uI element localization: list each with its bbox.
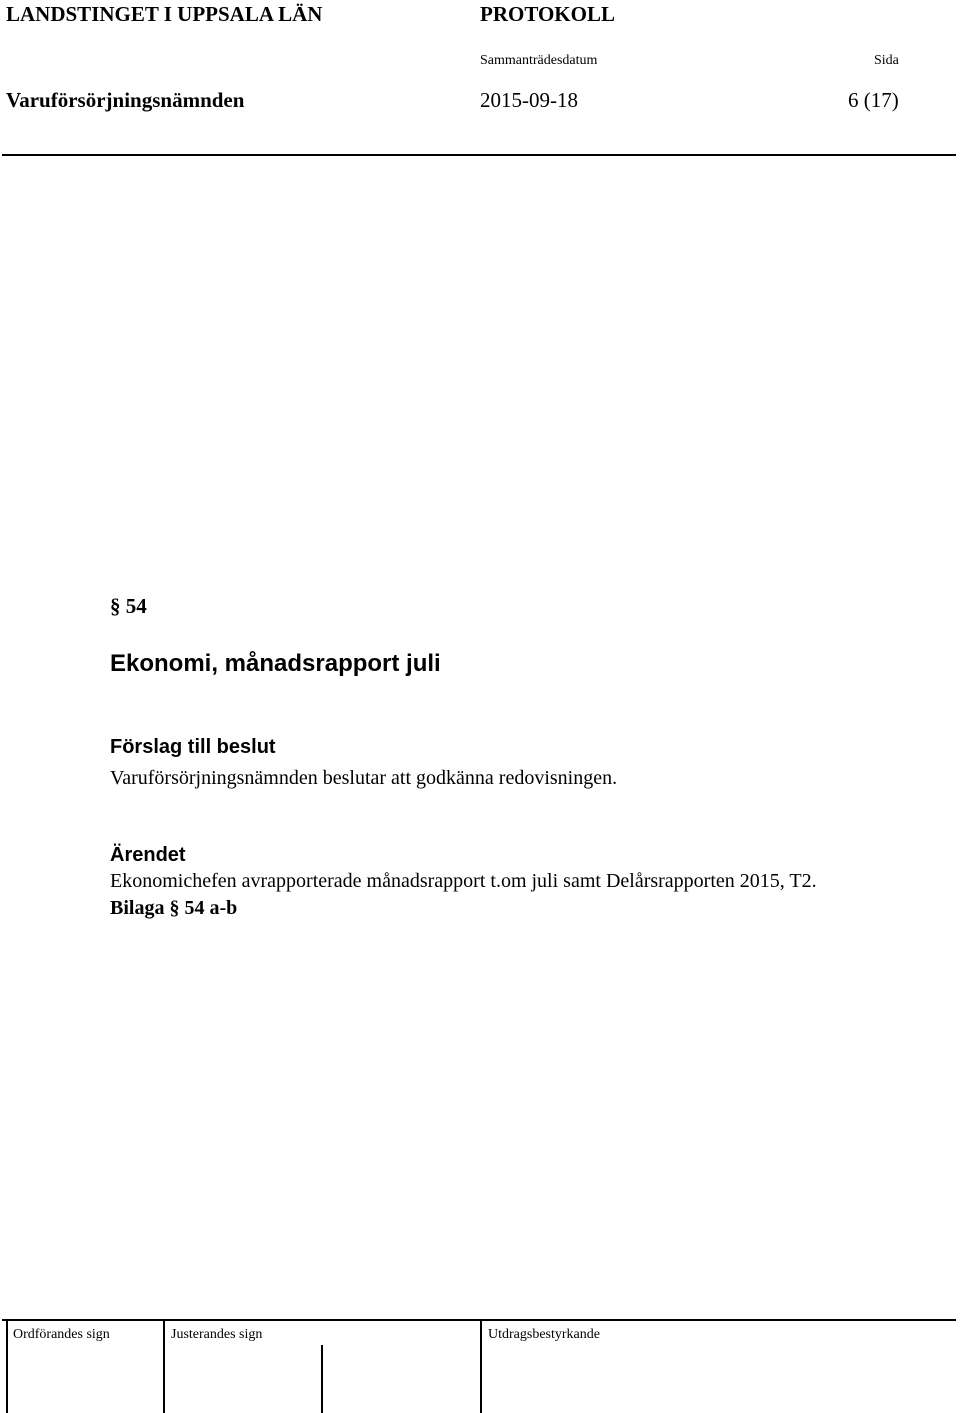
meeting-date-label: Sammanträdesdatum bbox=[480, 53, 598, 68]
matter-heading: Ärendet bbox=[110, 844, 186, 866]
footer-column-divider bbox=[321, 1345, 323, 1413]
organization-name: LANDSTINGET I UPPSALA LÄN bbox=[6, 2, 323, 26]
paragraph-number: § 54 bbox=[110, 594, 147, 618]
adjuster-signature-label: Justerandes sign bbox=[171, 1327, 263, 1342]
footer-column-divider bbox=[480, 1321, 482, 1413]
chair-signature-label: Ordförandes sign bbox=[13, 1327, 110, 1342]
proposal-heading: Förslag till beslut bbox=[110, 736, 276, 758]
committee-name: Varuförsörjningsnämnden bbox=[6, 88, 245, 112]
footer-column-divider bbox=[6, 1321, 8, 1413]
footer-column-divider bbox=[163, 1321, 165, 1413]
page-label: Sida bbox=[874, 53, 899, 68]
attachment-reference: Bilaga § 54 a-b bbox=[110, 897, 238, 919]
item-title: Ekonomi, månadsrapport juli bbox=[110, 650, 441, 677]
page-number: 6 (17) bbox=[848, 88, 899, 112]
proposal-text: Varuförsörjningsnämnden beslutar att godkänna redovisningen. bbox=[110, 767, 618, 789]
footer-divider bbox=[2, 1319, 956, 1321]
document-type: PROTOKOLL bbox=[480, 2, 615, 26]
extract-certifier-label: Utdragsbestyrkande bbox=[488, 1327, 600, 1342]
meeting-date: 2015-09-18 bbox=[480, 88, 578, 112]
header-divider bbox=[2, 154, 956, 156]
matter-text: Ekonomichefen avrapporterade månadsrapport t.om juli samt Delårsrapporten 2015, T2. bbox=[110, 870, 817, 892]
